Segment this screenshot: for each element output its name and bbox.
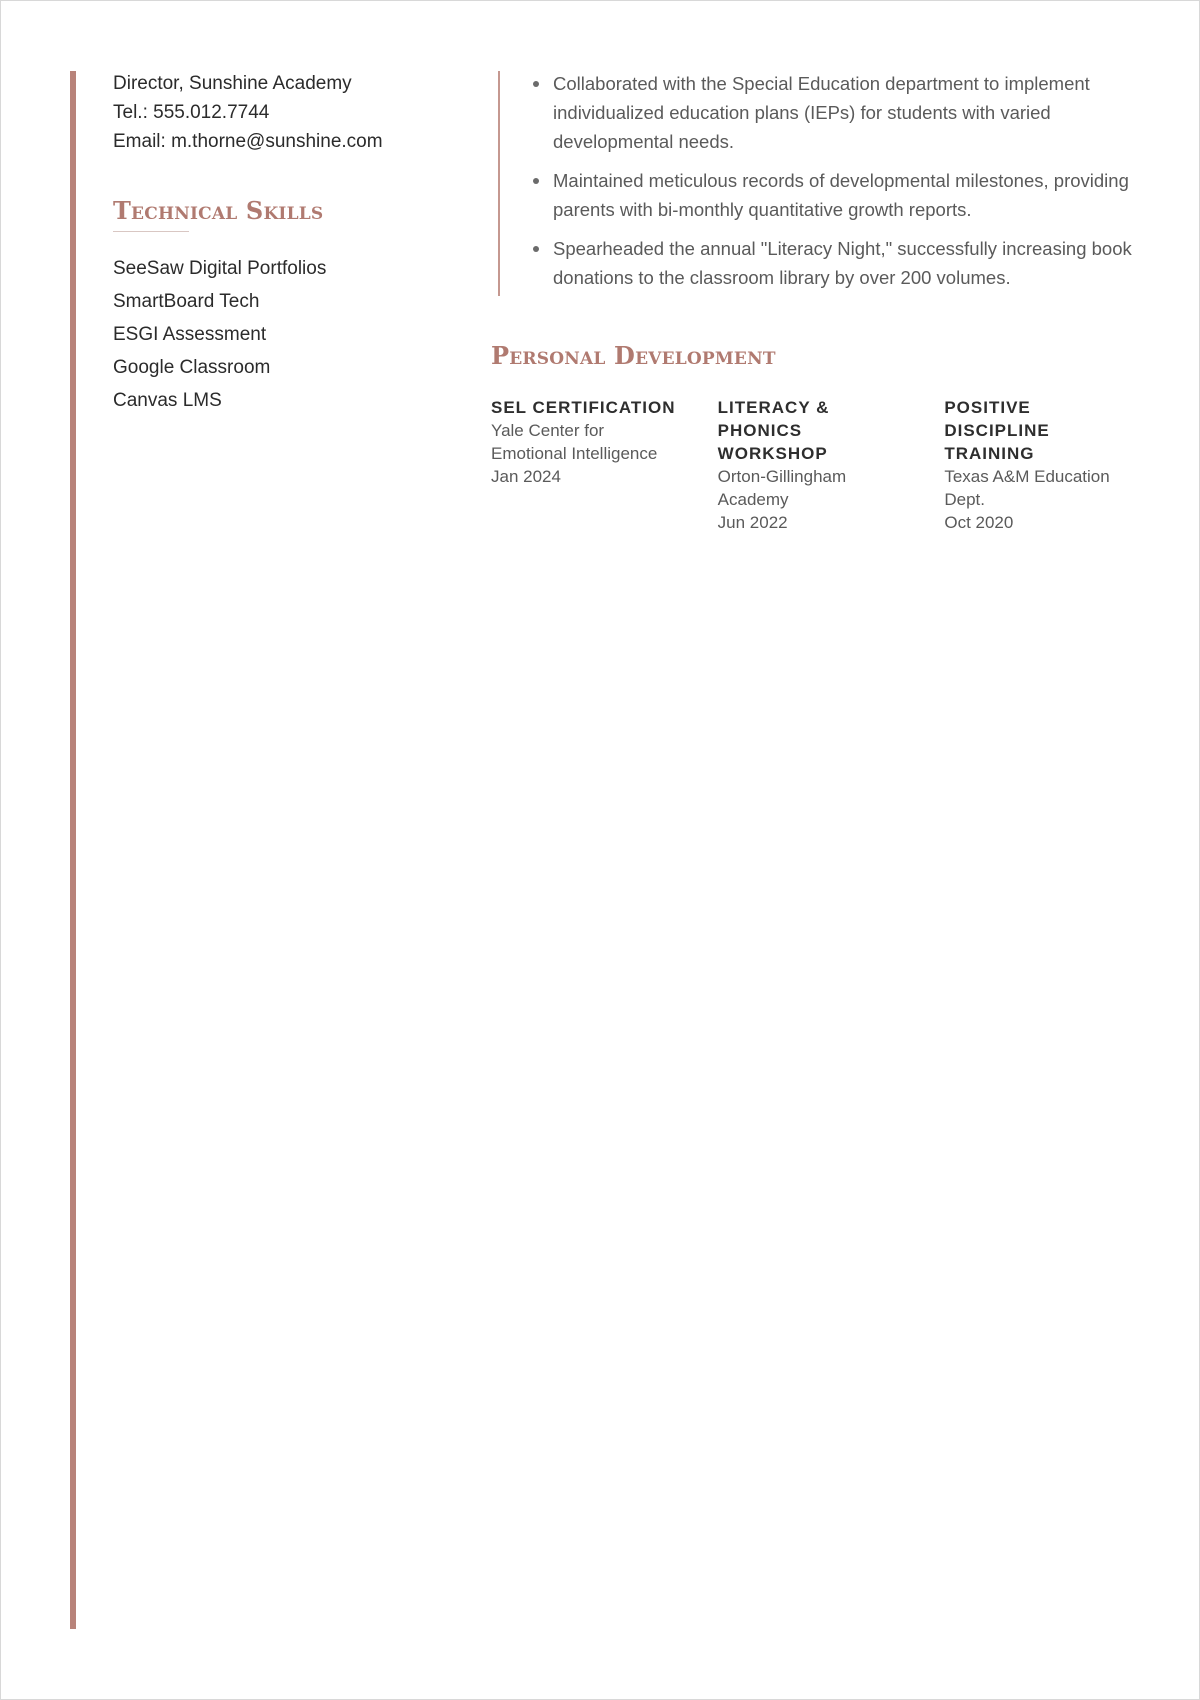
experience-bullet: Maintained meticulous records of developmental milestones, providing parents with bi-monthly quantitative growth reports. [553, 166, 1153, 224]
development-item-title: POSITIVE DISCIPLINE TRAINING [944, 398, 1050, 463]
sidebar [113, 69, 473, 417]
technical-skills-list [113, 252, 473, 417]
experience-bullet: Spearheaded the annual "Literacy Night," successfully increasing book donations to the classroom library by over 200 volumes. [553, 234, 1153, 292]
development-item-date: Oct 2020 [944, 513, 1014, 532]
development-item [718, 396, 945, 534]
development-item-institution: Texas A&M Education Dept. [944, 467, 1110, 509]
reference-contact [113, 69, 473, 156]
personal-development-section [491, 341, 1171, 534]
reference-phone: Tel.: 555.012.7744 [113, 102, 270, 123]
skill-item: SmartBoard Tech [113, 291, 260, 312]
development-item-institution: Orton-Gillingham Academy [717, 467, 847, 509]
development-item-title: SEL CERTIFICATION [491, 398, 676, 417]
reference-organization: Director, Sunshine Academy [113, 73, 352, 94]
skill-item: Canvas LMS [113, 390, 222, 411]
experience-bullets [533, 69, 1153, 302]
experience-rule [498, 71, 500, 296]
development-item-date: Jan 2024 [491, 467, 561, 486]
personal-development-grid [491, 396, 1171, 534]
technical-skills-heading: Technical Skills [113, 196, 324, 225]
development-item [944, 396, 1171, 534]
skill-item: SeeSaw Digital Portfolios [113, 258, 327, 279]
skill-item: Google Classroom [113, 357, 271, 378]
personal-development-heading: Personal Development [491, 341, 776, 370]
left-accent-rule [70, 71, 76, 1629]
development-item-title: LITERACY & PHONICS WORKSHOP [717, 398, 830, 463]
development-item-institution: Yale Center for Emotional Intelligence [491, 421, 658, 463]
experience-bullet: Collaborated with the Special Education department to implement individualized education plans (IEPs) for students with varied developmental needs. [553, 69, 1153, 156]
development-item [491, 396, 718, 534]
development-item-date: Jun 2022 [717, 513, 788, 532]
skill-item: ESGI Assessment [113, 324, 267, 345]
reference-email: Email: m.thorne@sunshine.com [113, 131, 383, 152]
technical-skills-underline [113, 231, 189, 232]
